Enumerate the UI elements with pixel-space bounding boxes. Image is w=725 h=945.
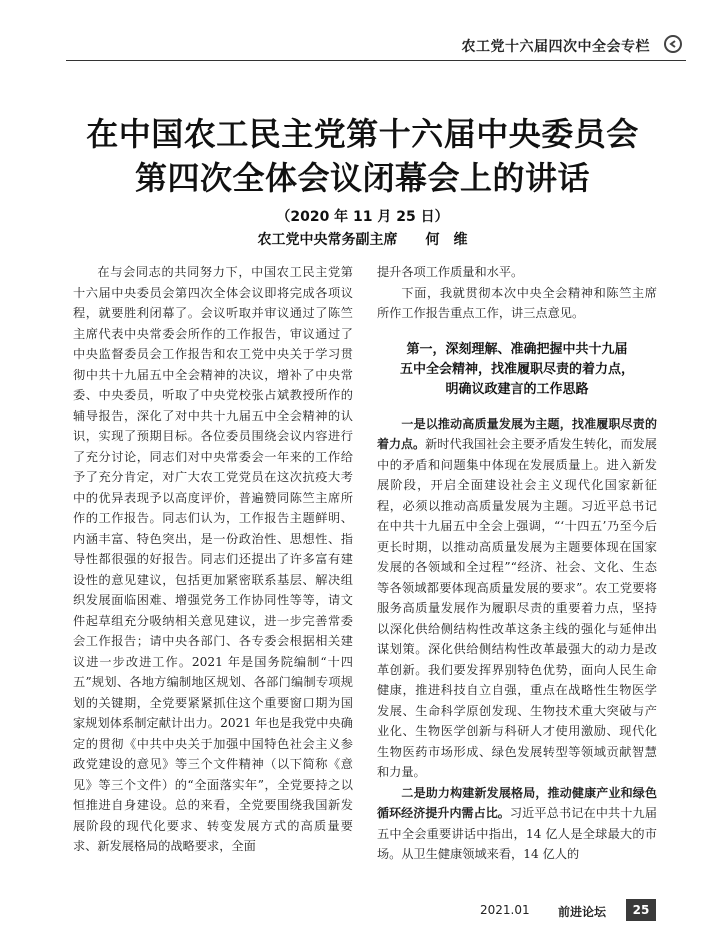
paragraph-lead: 二是助力构建新发展格局，推动健康产业和绿色循环经济提升内需占比。 — [377, 785, 657, 820]
column-title: 农工党十六届四次中全会专栏 — [461, 39, 650, 55]
page-footer — [480, 898, 660, 922]
right-column — [377, 262, 657, 865]
page-number: 25 — [626, 899, 656, 921]
paragraph-lead: 一是以推动高质量发展为主题，找准履职尽责的着力点。 — [377, 416, 657, 451]
issue-number: 2021.01 — [480, 903, 530, 917]
section-heading-line: 五中全会精神，找准履职尽责的着力点， — [399, 361, 634, 377]
paragraph-body: 习近平总书记在中共十九届五中全会重要讲话中指出，14 亿人是全球最大的市场。从卫生健康领域来看，14 亿人的 — [377, 806, 657, 861]
speech-author: 农工党中央常务副主席 何 维 — [257, 232, 468, 248]
left-column — [73, 262, 353, 857]
column-header — [66, 30, 686, 62]
section-heading-line: 明确议政建言的工作思路 — [445, 381, 589, 397]
body-paragraph: 在与会同志的共同努力下，中国农工民主党第十六届中央委员会第四次全体会议即将完成各项议程，就要胜利闭幕了。会议听取并审议通过了陈竺主席代表中央常委会所作的工作报告，审议通过了中央监督委员会工作报告和农工党中央关于学习贯彻中共十九届五中全会精神的决议，增补了中央常委、中央委员，听取了中央党校张占斌教授所作的辅导报告，深化了对中共十九届五中全会精神的认识，实现了预期目标。各位委员围绕会议内容进行了充分讨论，同志们对中央常委会一年来的工作给予了充分肯定，对广大农工党党员在这次抗疫大考中的优异表现予以高度评价，普遍赞同陈竺主席所作的工作报告。同志们认为，工作报告主题鲜明、内涵丰富、特色突出，是一份政治性、思想性、指导性都很强的好报告。同志们还提出了许多富有建设性的意见建议，包括更加紧密联系基层、解决组织发展面临困难、增强党务工作协同性等等，请文件起草组充分吸纳相关意见建议，进一步完善常委会工作报告；请中央各部门、各专委会根据相关建议进一步改进工作。2021 年是国务院编制“十四五”规划、各地方编制地区规划、各部门编制专项规划的关键期，全党要紧紧抓住这个重要窗口期为国家规划体系制定献计出力。2021 年也是我党中央确定的贯彻《中共中央关于加强中国特色社会主义参政党建设的意见》等三个文件精神（以下简称《意见》等三个文件）的“全面落实年”，全党要持之以恒推进自身建设。总的来看，全党要围绕我国新发展阶段的现代化要求、转变发展方式的高质量要求、新发展格局的战略要求，全面 — [73, 265, 353, 853]
header-rule — [66, 60, 686, 61]
section-heading-line: 第一，深刻理解、准确把握中共十九届 — [406, 341, 628, 357]
speech-date: （2020 年 11 月 25 日） — [276, 209, 449, 225]
body-paragraph — [377, 783, 657, 865]
body-paragraph-intro: 下面，我就贯彻本次中央全会精神和陈竺主席所作工作报告重点工作，讲三点意见。 — [377, 285, 657, 320]
body-paragraph-continued: 提升各项工作质量和水平。 — [377, 265, 524, 279]
article-title-line-1: 在中国农工民主党第十六届中央委员会 — [86, 115, 639, 153]
magazine-name: 前进论坛 — [558, 905, 607, 919]
section-heading — [377, 340, 657, 400]
article-title-line-2: 第四次全体会议闭幕会上的讲话 — [134, 159, 590, 197]
body-paragraph — [377, 414, 657, 783]
circle-arrow-icon — [664, 35, 682, 53]
paragraph-body: 新时代我国社会主要矛盾发生转化，而发展中的矛盾和问题集中体现在发展质量上。进入新发展阶段，开启全面建设社会主义现代化国家新征程，必须以推动高质量发展为主题。习近平总书记在中共十九届五中全会上强调，“‘十四五’乃至今后更长时期，以推动高质量发展为主题要体现在国家发展的各领域和全过程”“经济、社会、文化、生态等各领域都要体现高质量发展的要求”。农工党要将服务高质量发展作为履职尽责的重要着力点，坚持以深化供给侧结构性改革这条主线的强化与延伸出谋划策。深化供给侧结构性改革最强大的动力是改革创新。我们要发挥界别特色优势，面向人民生命健康，推进科技自立自强，重点在战略性生物医学发展、生命科学原创发现、生物技术重大突破与产业化、生物医学创新与科研人才使用激励、现代化生物医药市场形成、绿色发展转型等领域贡献智慧和力量。 — [377, 437, 657, 779]
